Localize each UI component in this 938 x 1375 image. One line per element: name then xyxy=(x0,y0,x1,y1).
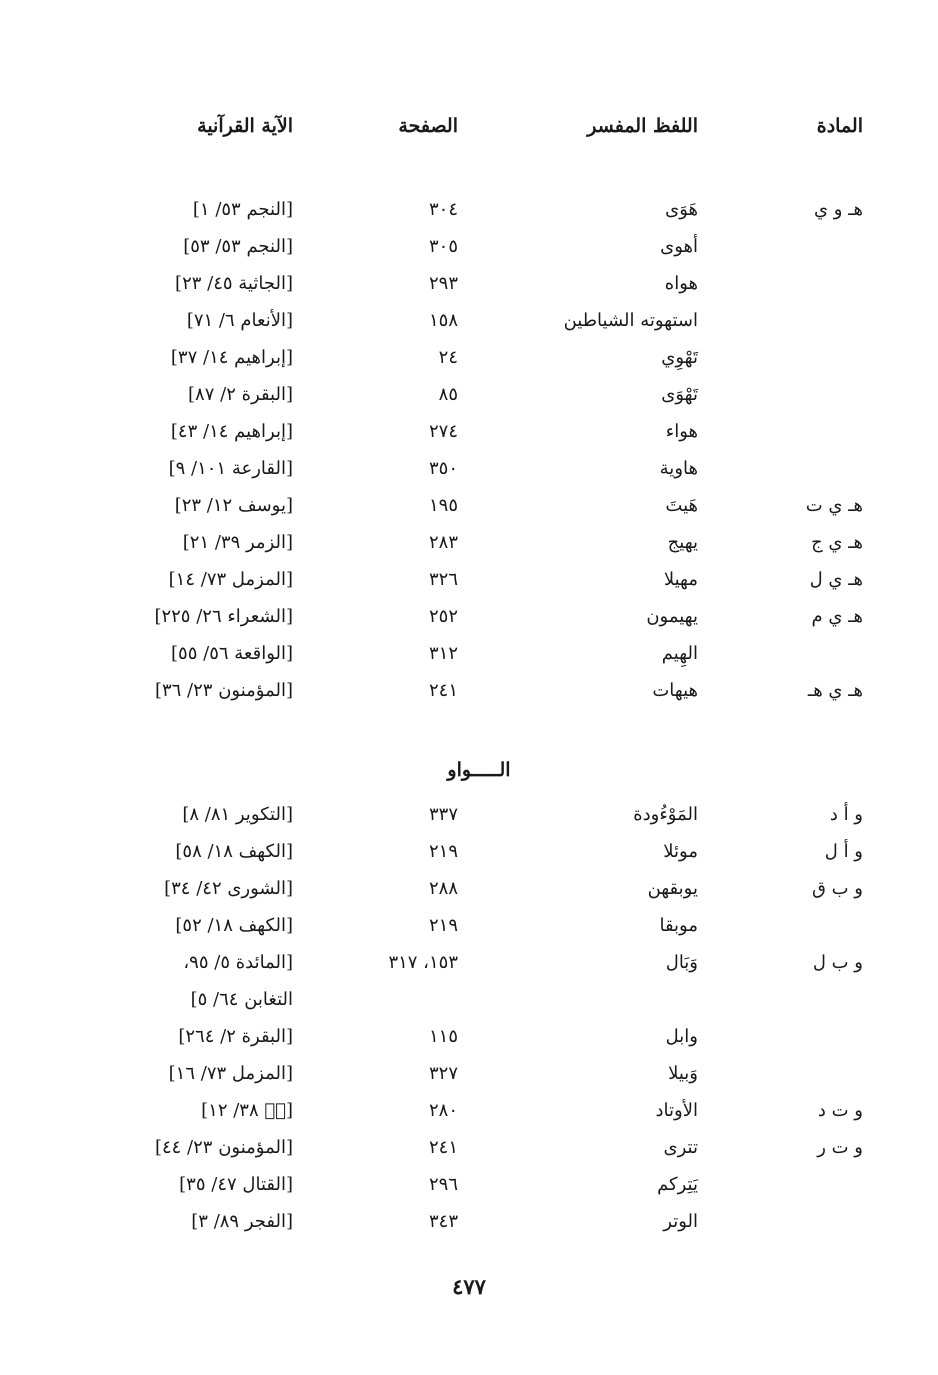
cell-page: ٢١٩ xyxy=(428,915,458,936)
table-row xyxy=(0,674,938,708)
cell-verse: [النجم ٥٣/ ١] xyxy=(192,199,293,220)
table-row xyxy=(0,1131,938,1165)
cell-verse: [الواقعة ٥٦/ ٥٥] xyxy=(171,643,293,664)
cell-root: هـ ي ل xyxy=(809,569,863,590)
cell-word: تَهْوَى xyxy=(661,384,698,405)
cell-page: ١١٥ xyxy=(428,1026,458,1047)
cell-word: الوتر xyxy=(663,1211,698,1232)
cell-verse: [الشعراء ٢٦/ ٢٢٥] xyxy=(154,606,293,627)
table-row xyxy=(0,563,938,597)
cell-page: ١٩٥ xyxy=(428,495,458,516)
cell-word: وابل xyxy=(665,1026,698,1047)
cell-page: ٣٣٧ xyxy=(428,804,458,825)
cell-word: هَيتَ xyxy=(665,495,698,516)
cell-page: ٣٢٦ xyxy=(428,569,458,590)
cell-page: ٢٩٦ xyxy=(428,1174,458,1195)
cell-page: ٣٠٥ xyxy=(428,236,458,257)
table-row xyxy=(0,1094,938,1128)
cell-page: ٢٤١ xyxy=(428,1137,458,1158)
cell-word: هواه xyxy=(664,273,698,294)
cell-page: ١٥٨ xyxy=(428,310,458,331)
cell-word: الأوتاد xyxy=(655,1100,698,1121)
cell-verse: [النجم ٥٣/ ٥٣] xyxy=(183,236,293,257)
cell-verse: [يوسف ١٢/ ٢٣] xyxy=(174,495,293,516)
table-row xyxy=(0,193,938,227)
header-verse: الآية القرآنية xyxy=(197,115,293,137)
section-title: الـــــواو xyxy=(447,759,511,781)
cell-word: الهِيم xyxy=(661,643,698,664)
cell-root: و ت د xyxy=(817,1100,863,1121)
cell-page: ١٥٣، ٣١٧ xyxy=(388,952,458,973)
cell-verse: [المؤمنون ٢٣/ ٤٤] xyxy=(154,1137,293,1158)
cell-page: ٢٨٣ xyxy=(428,532,458,553)
cell-page: ٢٧٤ xyxy=(428,421,458,442)
cell-word: يَتِركم xyxy=(657,1174,698,1195)
cell-word: هواء xyxy=(665,421,698,442)
cell-verse: [القارعة ١٠١/ ٩] xyxy=(168,458,293,479)
table-row xyxy=(0,1168,938,1202)
table-row xyxy=(0,415,938,449)
cell-verse: [الفجر ٨٩/ ٣] xyxy=(191,1211,293,1232)
cell-verse: [المزمل ٧٣/ ١٤] xyxy=(168,569,293,590)
header-page: الصفحة xyxy=(398,115,458,137)
cell-verse: [المؤمنون ٢٣/ ٣٦] xyxy=(154,680,293,701)
table-row xyxy=(0,983,938,1017)
cell-root: هـ ي ت xyxy=(805,495,863,516)
table-row xyxy=(0,946,938,980)
cell-verse: [التكوير ٨١/ ٨] xyxy=(182,804,293,825)
cell-verse: [البقرة ٢/ ٢٦٤] xyxy=(178,1026,293,1047)
table-row xyxy=(0,637,938,671)
table-row xyxy=(0,835,938,869)
cell-word: المَوْءُودة xyxy=(633,804,698,825)
cell-root: و ب ق xyxy=(811,878,863,899)
cell-word: تَهْوِي xyxy=(661,347,698,368)
cell-page: ٣١٢ xyxy=(428,643,458,664)
cell-verse: [المائدة ٥/ ٩٥، xyxy=(183,952,293,973)
header-root: المادة xyxy=(816,115,863,137)
cell-word: وَبيلا xyxy=(668,1063,698,1084)
cell-word: استهوته الشياطين xyxy=(563,310,698,331)
cell-word: هَوَى xyxy=(665,199,698,220)
cell-word: موبقا xyxy=(659,915,698,936)
cell-page: ٢٨٠ xyxy=(428,1100,458,1121)
cell-page: ٣٠٤ xyxy=(428,199,458,220)
cell-page: ٨٥ xyxy=(438,384,458,405)
cell-page: ٣٤٣ xyxy=(428,1211,458,1232)
cell-verse: [الزمر ٣٩/ ٢١] xyxy=(182,532,293,553)
table-row xyxy=(0,230,938,264)
cell-page: ٣٢٧ xyxy=(428,1063,458,1084)
cell-word: هاوية xyxy=(659,458,698,479)
table-row xyxy=(0,1205,938,1239)
cell-root: هـ ي ج xyxy=(811,532,863,553)
cell-verse: [الكهف ١٨/ ٥٢] xyxy=(175,915,293,936)
cell-root: و أ ل xyxy=(824,841,863,862)
table-row xyxy=(0,600,938,634)
table-row xyxy=(0,378,938,412)
page-number: ٤٧٧ xyxy=(452,1274,486,1299)
cell-word: هيهات xyxy=(652,680,698,701)
cell-root: هـ و ي xyxy=(814,199,863,220)
cell-word: موئلا xyxy=(663,841,698,862)
cell-verse: [الشورى ٤٢/ ٣٤] xyxy=(164,878,293,899)
table-row xyxy=(0,1057,938,1091)
cell-word: يهيج xyxy=(667,532,698,553)
cell-word: مهيلا xyxy=(663,569,698,590)
table-row xyxy=(0,341,938,375)
cell-word: أهوى xyxy=(660,236,698,257)
cell-root: و ب ل xyxy=(812,952,863,973)
cell-word: يوبقهن xyxy=(647,878,698,899)
cell-verse: [إبراهيم ١٤/ ٣٧] xyxy=(170,347,293,368)
cell-root: و أ د xyxy=(829,804,863,825)
cell-root: هـ ي هـ xyxy=(807,680,863,701)
cell-word: وَبَال xyxy=(665,952,698,973)
cell-root: هـ ي م xyxy=(811,606,863,627)
cell-verse: [الجاثية ٤٥/ ٢٣] xyxy=(175,273,293,294)
cell-verse: [البقرة ٢/ ٨٧] xyxy=(188,384,293,405)
cell-verse: التغابن ٦٤/ ٥] xyxy=(190,989,293,1010)
table-row xyxy=(0,526,938,560)
cell-page: ٢٥٢ xyxy=(428,606,458,627)
cell-word: تترى xyxy=(663,1137,698,1158)
cell-verse: [إبراهيم ١٤/ ٤٣] xyxy=(170,421,293,442)
cell-verse: [المزمل ٧٣/ ١٦] xyxy=(168,1063,293,1084)
table-row xyxy=(0,452,938,486)
table-row xyxy=(0,872,938,906)
cell-verse: [الأنعام ٦/ ٧١] xyxy=(186,310,293,331)
cell-page: ٢٩٣ xyxy=(428,273,458,294)
table-row xyxy=(0,798,938,832)
table-row xyxy=(0,489,938,523)
table-row xyxy=(0,909,938,943)
cell-verse: [صۤ ٣٨/ ١٢] xyxy=(201,1100,293,1121)
cell-verse: [القتال ٤٧/ ٣٥] xyxy=(179,1174,293,1195)
cell-page: ٢١٩ xyxy=(428,841,458,862)
table-row xyxy=(0,1020,938,1054)
cell-verse: [الكهف ١٨/ ٥٨] xyxy=(175,841,293,862)
cell-root: و ت ر xyxy=(817,1137,863,1158)
table-row xyxy=(0,267,938,301)
cell-page: ٢٤ xyxy=(438,347,458,368)
table-row xyxy=(0,304,938,338)
cell-page: ٢٨٨ xyxy=(428,878,458,899)
cell-page: ٢٤١ xyxy=(428,680,458,701)
header-word: اللفظ المفسر xyxy=(587,115,698,137)
cell-page: ٣٥٠ xyxy=(428,458,458,479)
cell-word: يهيمون xyxy=(646,606,698,627)
